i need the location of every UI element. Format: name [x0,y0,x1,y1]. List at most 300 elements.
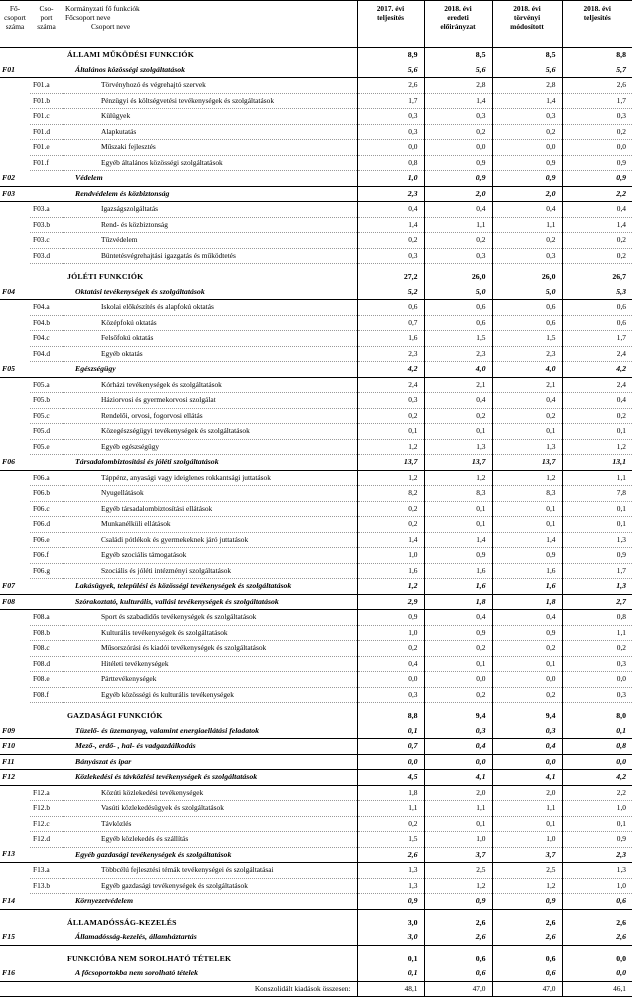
group-name: Háziorvosi és gyermekorvosi szolgálat [63,393,357,409]
value-2017-actual: 1,3 [357,863,424,879]
main-group-code: F03 [0,186,30,202]
value-2017-actual: 0,2 [357,816,424,832]
value-2018-actual: 0,6 [562,300,632,316]
empty-cell [0,532,30,548]
value-2017-actual: 3,0 [357,930,424,945]
value-2017-actual: 0,1 [357,424,424,440]
value-2018-actual: 2,4 [562,346,632,362]
group-name: Sport és szabadidős tevékenységek és szolgáltatások [63,610,357,626]
header-text: Csoport neve [63,22,357,31]
group-name: Műszaki fejlesztés [63,140,357,156]
group-code: F12.d [30,832,63,848]
value-2018-original: 0,3 [424,109,492,125]
group-row [0,641,632,657]
group-code: F03.c [30,233,63,249]
group-code: F12.a [30,785,63,801]
empty-cell [30,63,63,78]
header-text: 2018. évi [563,4,632,13]
empty-cell [0,672,30,688]
header-function-names [63,1,357,48]
empty-cell [0,785,30,801]
header-text: port [30,13,63,22]
value-2018-actual: 0,0 [562,952,632,967]
header-text: teljesítés [358,13,424,22]
value-2018-modified: 0,9 [492,171,562,187]
empty-cell [30,739,63,755]
empty-cell [0,641,30,657]
empty-cell [0,315,30,331]
value-2017-actual: 1,2 [357,439,424,455]
empty-cell [30,594,63,610]
header-group-number [30,1,63,48]
value-2018-modified: 0,9 [492,155,562,171]
value-2018-original: 0,4 [424,610,492,626]
value-2018-modified: 0,9 [492,625,562,641]
group-name: Szociális és jóléti intézményi szolgáltatások [63,563,357,579]
value-2018-modified: 2,5 [492,863,562,879]
main-group-name: Általános közösségi szolgáltatások [63,63,357,78]
group-row [0,393,632,409]
group-name: Rendelői, orvosi, fogorvosi ellátás [63,408,357,424]
value-2018-original: 0,1 [424,517,492,533]
group-row [0,470,632,486]
empty-cell [0,548,30,564]
group-name: Egyéb általános közösségi szolgáltatások [63,155,357,171]
header-text: törvényi [493,13,562,22]
value-2017-actual: 0,6 [357,300,424,316]
group-code: F05.a [30,377,63,393]
value-2018-actual: 5,3 [562,285,632,300]
empty-cell [0,93,30,109]
value-2018-actual: 0,1 [562,816,632,832]
empty-cell [0,816,30,832]
value-2018-actual: 2,2 [562,785,632,801]
value-2018-modified: 2,8 [492,78,562,94]
value-2018-actual: 1,7 [562,563,632,579]
group-code: F01.e [30,140,63,156]
header-text: 2017. évi [358,4,424,13]
empty-cell [30,724,63,739]
value-2017-actual: 1,0 [357,548,424,564]
group-row [0,248,632,264]
value-2017-actual: 27,2 [357,270,424,285]
group-name: Igazságszolgáltatás [63,202,357,218]
empty-cell [0,48,30,63]
group-row [0,785,632,801]
main-group-code: F08 [0,594,30,610]
main-group-row [0,579,632,595]
value-2018-modified: 2,6 [492,930,562,945]
main-group-name: Védelem [63,171,357,187]
value-2018-modified: 26,0 [492,270,562,285]
main-group-row [0,770,632,786]
table-body [0,48,632,997]
value-2018-modified: 0,4 [492,202,562,218]
value-2018-actual: 0,2 [562,233,632,249]
group-row [0,124,632,140]
value-2018-original: 0,4 [424,739,492,755]
group-name: Iskolai előkészítés és alapfokú oktatás [63,300,357,316]
value-2018-original: 5,6 [424,63,492,78]
group-row [0,501,632,517]
group-code: F01.c [30,109,63,125]
group-code: F03.d [30,248,63,264]
group-code: F01.a [30,78,63,94]
main-function-name: ÁLLAMI MŰKÖDÉSI FUNKCIÓK [63,48,357,63]
value-2017-actual: 0,0 [357,754,424,770]
value-2018-actual: 0,2 [562,408,632,424]
value-2018-original: 0,1 [424,424,492,440]
value-2018-original: 0,9 [424,625,492,641]
empty-cell [0,863,30,879]
header-text: teljesítés [563,13,632,22]
value-2017-actual: 0,2 [357,408,424,424]
value-2018-actual: 0,9 [562,155,632,171]
value-2018-modified: 0,4 [492,739,562,755]
group-name: Egyéb társadalombiztosítási ellátások [63,501,357,517]
header-2018-actual [562,1,632,48]
value-2017-actual: 1,4 [357,532,424,548]
value-2018-actual: 1,2 [562,439,632,455]
value-2017-actual: 0,3 [357,687,424,703]
group-code: F05.c [30,408,63,424]
empty-cell [0,625,30,641]
group-name: Hitéleti tevékenységek [63,656,357,672]
main-function-row [0,709,632,724]
value-2018-original: 0,9 [424,155,492,171]
group-name: Távközlés [63,816,357,832]
value-2018-original: 13,7 [424,455,492,471]
main-group-row [0,455,632,471]
value-2018-actual: 0,6 [562,315,632,331]
group-name: Alapkutatás [63,124,357,140]
value-2018-original: 2,6 [424,930,492,945]
empty-cell [30,981,63,997]
group-row [0,408,632,424]
value-2018-original: 0,2 [424,124,492,140]
value-2018-actual: 1,7 [562,93,632,109]
value-2017-actual: 1,7 [357,93,424,109]
value-2017-actual: 1,2 [357,579,424,595]
header-text: száma [30,22,63,31]
empty-cell [0,832,30,848]
value-2018-original: 0,3 [424,724,492,739]
main-group-row [0,594,632,610]
group-name: Törvényhozó és végrehajtó szervek [63,78,357,94]
main-group-name: Szórakoztató, kulturális, vallási tevékenységek és szolgáltatások [63,594,357,610]
value-2018-original: 4,0 [424,362,492,378]
value-2017-actual: 0,2 [357,501,424,517]
value-2018-actual: 0,2 [562,124,632,140]
group-code: F04.a [30,300,63,316]
empty-cell [0,709,30,724]
value-2018-actual: 2,4 [562,377,632,393]
value-2017-actual: 2,6 [357,78,424,94]
value-2017-actual: 2,9 [357,594,424,610]
value-2017-actual: 0,7 [357,315,424,331]
value-2017-actual: 0,3 [357,248,424,264]
main-group-row [0,754,632,770]
header-text: csoport [0,13,30,22]
value-2018-modified: 0,6 [492,966,562,981]
group-code: F06.f [30,548,63,564]
empty-cell [0,331,30,347]
value-2018-modified: 1,5 [492,331,562,347]
value-2018-actual: 8,0 [562,709,632,724]
value-2017-actual: 3,0 [357,916,424,931]
value-2018-modified: 2,6 [492,916,562,931]
header-text: Főcsoport neve [63,13,357,22]
value-2018-actual: 1,3 [562,532,632,548]
value-2018-actual: 2,6 [562,916,632,931]
main-group-name: Közlekedési és távközlési tevékenységek és szolgáltatások [63,770,357,786]
value-2018-original: 2,5 [424,863,492,879]
value-2017-actual: 8,9 [357,48,424,63]
value-2018-actual: 5,7 [562,63,632,78]
value-2018-original: 0,2 [424,233,492,249]
header-text: 2018. évi [425,4,492,13]
main-group-row [0,966,632,981]
group-code: F08.b [30,625,63,641]
empty-cell [30,754,63,770]
value-2018-actual: 0,2 [562,641,632,657]
group-name: Párttevékenységek [63,672,357,688]
group-name: Munkanélküli ellátások [63,517,357,533]
group-name: Büntetésvégrehajtási igazgatás és működtetés [63,248,357,264]
value-2018-modified: 1,6 [492,579,562,595]
value-2018-modified: 1,4 [492,93,562,109]
group-code: F06.d [30,517,63,533]
value-2018-actual: 7,8 [562,486,632,502]
group-row [0,517,632,533]
empty-cell [30,930,63,945]
value-2018-modified: 0,6 [492,315,562,331]
value-2018-modified: 1,3 [492,439,562,455]
group-code: F08.d [30,656,63,672]
empty-cell [30,48,63,63]
group-code: F04.d [30,346,63,362]
empty-cell [0,656,30,672]
group-code: F01.b [30,93,63,109]
group-code: F12.b [30,801,63,817]
group-code: F05.b [30,393,63,409]
group-code: F03.a [30,202,63,218]
main-group-row [0,930,632,945]
empty-cell [30,709,63,724]
value-2018-original: 0,6 [424,315,492,331]
group-row [0,202,632,218]
value-2018-original: 0,6 [424,966,492,981]
value-2017-actual: 2,3 [357,186,424,202]
value-2018-original: 0,9 [424,171,492,187]
value-2018-original: 0,0 [424,754,492,770]
value-2018-actual: 1,0 [562,878,632,894]
empty-cell [30,171,63,187]
main-group-code: F06 [0,455,30,471]
empty-cell [0,377,30,393]
value-2018-modified: 3,7 [492,847,562,863]
empty-cell [0,124,30,140]
value-2018-original: 1,6 [424,563,492,579]
value-2018-modified: 5,6 [492,63,562,78]
group-row [0,140,632,156]
value-2018-modified: 1,2 [492,470,562,486]
main-group-code: F04 [0,285,30,300]
value-2018-actual: 0,4 [562,393,632,409]
empty-cell [0,393,30,409]
value-2018-original: 1,2 [424,878,492,894]
value-2018-modified: 13,7 [492,455,562,471]
group-row [0,832,632,848]
value-2018-original: 2,1 [424,377,492,393]
value-2017-actual: 5,2 [357,285,424,300]
empty-cell [30,285,63,300]
empty-cell [30,362,63,378]
value-2018-actual: 1,1 [562,470,632,486]
main-group-code: F13 [0,847,30,863]
value-2018-actual: 0,9 [562,171,632,187]
value-2018-modified: 1,2 [492,878,562,894]
group-row [0,424,632,440]
value-2017-actual: 4,5 [357,770,424,786]
value-2018-original: 8,5 [424,48,492,63]
main-function-row [0,952,632,967]
empty-cell [0,501,30,517]
value-2018-original: 0,9 [424,548,492,564]
value-2018-original: 26,0 [424,270,492,285]
total-row [0,981,632,997]
main-group-name: A főcsoportokba nem sorolható tételek [63,966,357,981]
group-code: F13.b [30,878,63,894]
group-code: F06.g [30,563,63,579]
group-row [0,816,632,832]
value-2017-actual: 1,0 [357,171,424,187]
empty-cell [30,186,63,202]
group-code: F06.c [30,501,63,517]
value-2017-actual: 0,0 [357,672,424,688]
total-label: Konszolidált kiadások összesen: [63,981,357,997]
group-row [0,109,632,125]
empty-cell [0,687,30,703]
value-2017-actual: 1,8 [357,785,424,801]
value-2018-actual: 0,9 [562,832,632,848]
value-2018-modified: 0,9 [492,548,562,564]
empty-cell [0,248,30,264]
value-2018-original: 0,1 [424,656,492,672]
main-function-name: GAZDASÁGI FUNKCIÓK [63,709,357,724]
group-row [0,155,632,171]
header-text: előirányzat [425,22,492,31]
value-2018-original: 0,6 [424,300,492,316]
group-row [0,486,632,502]
group-code: F13.a [30,863,63,879]
value-2018-actual: 0,0 [562,140,632,156]
value-2017-actual: 13,7 [357,455,424,471]
main-group-name: Mező-, erdő- , hal- és vadgazdálkodás [63,739,357,755]
group-name: Egyéb gazdasági tevékenységek és szolgáltatások [63,878,357,894]
value-2017-actual: 1,6 [357,331,424,347]
empty-cell [30,894,63,910]
main-group-name: Bányászat és ipar [63,754,357,770]
value-2017-actual: 48,1 [357,981,424,997]
value-2018-original: 5,0 [424,285,492,300]
value-2017-actual: 0,1 [357,952,424,967]
empty-cell [0,408,30,424]
group-code: F06.e [30,532,63,548]
value-2018-modified: 0,1 [492,501,562,517]
value-2017-actual: 0,0 [357,140,424,156]
value-2018-original: 0,2 [424,408,492,424]
value-2018-actual: 0,9 [562,548,632,564]
value-2018-actual: 0,1 [562,517,632,533]
empty-cell [30,455,63,471]
value-2018-original: 0,0 [424,140,492,156]
empty-cell [0,140,30,156]
main-function-row [0,48,632,63]
value-2017-actual: 2,4 [357,377,424,393]
value-2018-original: 1,0 [424,832,492,848]
group-name: Rend- és közbiztonság [63,217,357,233]
group-code: F05.e [30,439,63,455]
value-2018-actual: 1,3 [562,579,632,595]
value-2017-actual: 0,3 [357,109,424,125]
header-2017-actual [357,1,424,48]
value-2018-actual: 0,3 [562,109,632,125]
value-2018-modified: 0,2 [492,408,562,424]
main-function-name: FUNKCIÓBA NEM SOROLHATÓ TÉTELEK [63,952,357,967]
main-group-row [0,724,632,739]
main-group-code: F15 [0,930,30,945]
group-name: Kulturális tevékenységek és szolgáltatások [63,625,357,641]
empty-cell [0,981,30,997]
value-2018-actual: 0,6 [562,894,632,910]
group-name: Pénzügyi és költségvetési tevékenységek és szolgáltatások [63,93,357,109]
header-main-group-number [0,1,30,48]
value-2018-modified: 9,4 [492,709,562,724]
value-2018-original: 8,3 [424,486,492,502]
table-header [0,1,632,48]
value-2018-modified: 0,9 [492,894,562,910]
value-2017-actual: 0,1 [357,966,424,981]
group-name: Vasúti közlekedésügyek és szolgáltatások [63,801,357,817]
value-2018-modified: 0,1 [492,424,562,440]
value-2018-actual: 1,0 [562,801,632,817]
value-2017-actual: 1,3 [357,878,424,894]
empty-cell [0,424,30,440]
value-2017-actual: 0,3 [357,393,424,409]
value-2017-actual: 0,4 [357,656,424,672]
group-name: Családi pótlékok és gyermekeknek járó juttatások [63,532,357,548]
header-text: módosított [493,22,562,31]
value-2018-original: 1,6 [424,579,492,595]
main-group-code: F02 [0,171,30,187]
main-group-row [0,285,632,300]
value-2018-original: 0,2 [424,687,492,703]
group-code: F03.b [30,217,63,233]
value-2018-modified: 0,1 [492,656,562,672]
value-2018-actual: 1,3 [562,863,632,879]
group-row [0,331,632,347]
group-code: F08.a [30,610,63,626]
main-group-name: Rendvédelem és közbiztonság [63,186,357,202]
group-name: Nyugellátások [63,486,357,502]
main-group-name: Lakásügyek, települési és közösségi tevékenységek és szolgáltatások [63,579,357,595]
main-group-code: F12 [0,770,30,786]
empty-cell [30,770,63,786]
group-name: Közúti közlekedési tevékenységek [63,785,357,801]
value-2017-actual: 4,2 [357,362,424,378]
group-code: F12.c [30,816,63,832]
